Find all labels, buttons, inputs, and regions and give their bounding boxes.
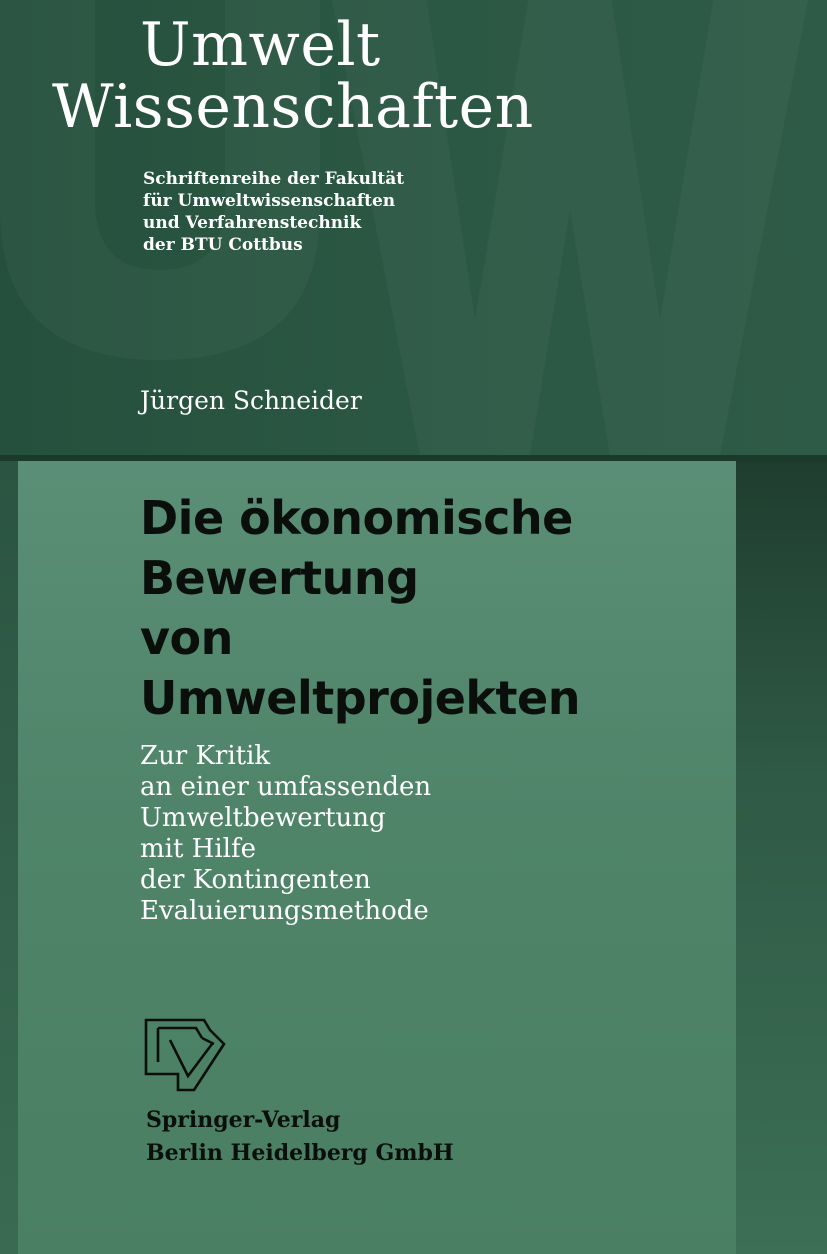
series-header [0,0,827,455]
book-subtitle [140,741,431,927]
left-border-strip [0,461,18,1254]
series-description-line: für Umweltwissenschaften [143,191,396,211]
book-title-line: Die ökonomische [140,491,573,545]
series-description-line: und Verfahrenstechnik [143,213,362,233]
book-title-line: Umweltprojekten [140,671,580,725]
book-subtitle-line: an einer umfassenden [140,772,432,802]
series-description [143,168,404,256]
series-title-line: Umwelt [140,10,381,80]
publisher [146,1104,454,1170]
book-title-line: Bewertung [140,551,419,605]
book-subtitle-line: der Kontingenten [140,865,371,895]
publisher-line: Berlin Heidelberg GmbH [146,1140,454,1166]
book-subtitle-line: Evaluierungsmethode [140,896,429,926]
publisher-line: Springer-Verlag [146,1107,341,1133]
right-border-strip [736,461,827,1254]
book-subtitle-line: mit Hilfe [140,834,256,864]
series-title [52,10,534,142]
series-description-line: Schriftenreihe der Fakultät [143,169,405,189]
author-name: Jürgen Schneider [140,386,362,415]
springer-horse-logo-icon [144,1018,226,1092]
series-description-line: der BTU Cottbus [143,235,303,255]
book-title-line: von [140,611,233,665]
book-title [140,488,580,728]
book-subtitle-line: Zur Kritik [140,741,271,771]
series-title-line: Wissenschaften [52,72,534,142]
book-subtitle-line: Umweltbewertung [140,803,386,833]
